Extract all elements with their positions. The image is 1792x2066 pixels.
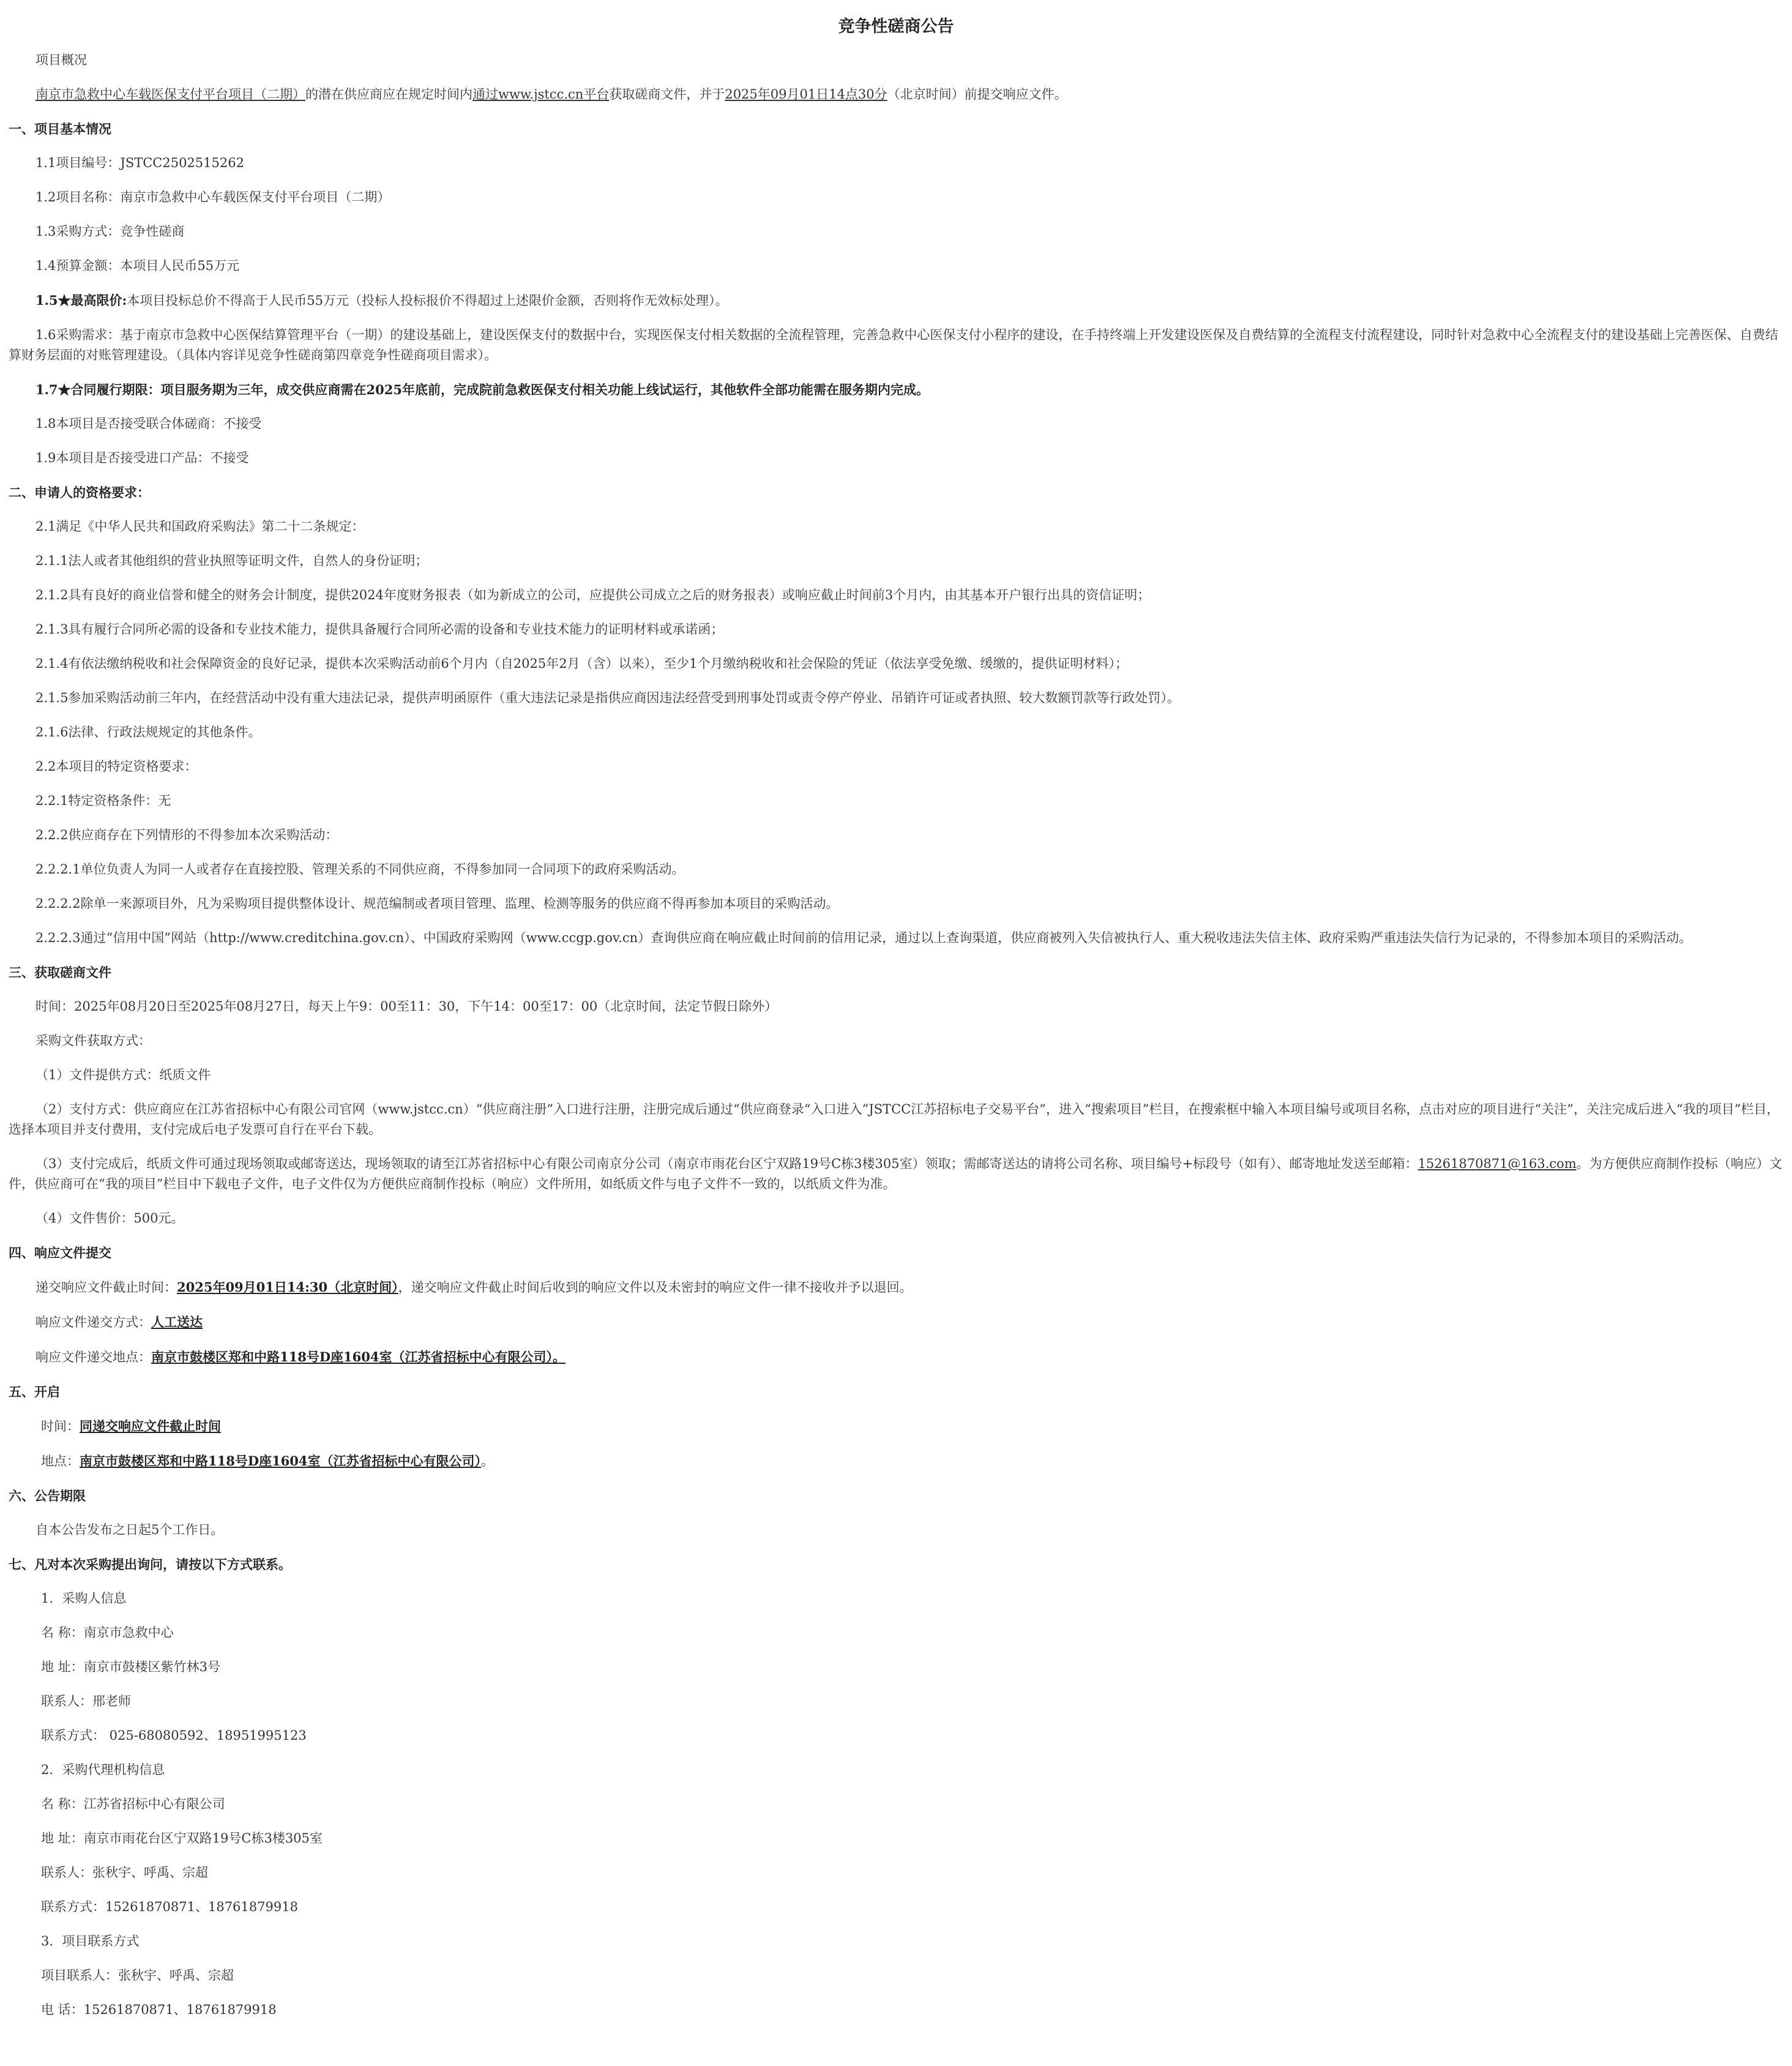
contact-project-person: 项目联系人：张秋宇、呼禹、宗超 [41,1968,234,1983]
deadline-text: 2025年09月01日14点30分 [725,87,887,102]
email-link[interactable]: 15261870871@163.com [1417,1156,1577,1171]
item-2-1-5: 2.1.5参加采购活动前三年内，在经营活动中没有重大违法记录，提供声明函原件（重大违法记录是指供应商因违法经营受到刑事处罚或责令停产停业、吊销许可证或者执照、较大数额罚款等行政处罚）。 [35,691,1180,705]
contact-purchaser-heading: 1．采购人信息 [41,1591,127,1606]
submit-method-label: 响应文件递交方式： [35,1315,151,1330]
submit-place-label: 响应文件递交地点： [35,1350,151,1364]
acquire-item-2: （2）支付方式：供应商应在江苏省招标中心有限公司官网（www.jstcc.cn）“供应商注册”入口进行注册，注册完成后通过“供应商登录“入口进入”JSTCC江苏招标电子交易平台”，进入“搜索项目”栏目，在搜索框中输入本项目编号或项目名称，点击对应的项目进行“关注”，关注完成后进入“我的项目”栏目，选择本项目并支付费用，支付完成后电子发票可自行在平台下载。 [9,1102,1780,1137]
opening-place-tail: 。 [481,1454,494,1469]
overview-intro [9,84,1783,105]
item-2-1-6: 2.1.6法律、行政法规规定的其他条件。 [35,725,261,739]
intro-text-1: 的潜在供应商应在规定时间内 [305,87,472,102]
item-2-2: 2.2本项目的特定资格要求： [35,759,198,774]
overview-label: 项目概况 [35,53,87,67]
section-6-heading: 六、公告期限 [9,1488,86,1503]
opening-place-label: 地点： [41,1454,80,1469]
item-1-7: 1.7★合同履行期限：项目服务期为三年，成交供应商需在2025年底前，完成院前急救医保支付相关功能上线试运行，其他软件全部功能需在服务期内完成。 [35,382,929,397]
intro-text-2: 获取磋商文件，并于 [609,87,725,102]
item-1-6: 1.6采购需求：基于南京市急救中心医保结算管理平台（一期）的建设基础上，建设医保支付的数据中台，实现医保支付相关数据的全流程管理，完善急救中心医保支付小程序的建设，在手持终端上开发建设医保及自费结算的全流程支付流程建设，同时针对急救中心全流程支付的建设基础上完善医保、自费结算财务层面的对账管理建设。（具体内容详见竞争性磋商第四章竞争性磋商项目需求）。 [9,327,1779,362]
contact-purchaser-address: 地 址：南京市鼓楼区紫竹林3号 [41,1660,221,1674]
max-price-label: 1.5★最高限价: [35,293,127,308]
intro-text-3: （北京时间）前提交响应文件。 [887,87,1067,102]
item-1-9: 1.9本项目是否接受进口产品：不接受 [35,451,249,465]
item-2-2-2-1: 2.2.2.1单位负责人为同一人或者存在直接控股、管理关系的不同供应商，不得参加同一合同项下的政府采购活动。 [35,862,685,877]
acquire-method: 采购文件获取方式： [35,1033,151,1048]
contact-agency-person: 联系人：张秋宇、呼禹、宗超 [41,1865,208,1880]
submit-place [9,1347,1783,1368]
submit-method-value: 人工送达 [151,1314,203,1330]
contact-purchaser-name: 名 称：南京市急救中心 [41,1625,174,1640]
submit-deadline-label: 递交响应文件截止时间： [35,1280,177,1295]
item-1-2: 1.2项目名称：南京市急救中心车载医保支付平台项目（二期） [35,190,390,204]
submit-deadline-tail: ，递交响应文件截止时间后收到的响应文件以及未密封的响应文件一律不接收并予以退回。 [398,1280,913,1295]
acquire-item-3-text-a: （3）支付完成后，纸质文件可通过现场领取或邮寄送达，现场领取的请至江苏省招标中心有限公司南京分公司（南京市雨花台区宁双路19号C栋3楼305室）领取；需邮寄送达的请将公司名称、项目编号+标段号（如有）、邮寄地址发送至邮箱： [35,1156,1418,1171]
section-2-heading: 二、申请人的资格要求： [9,485,150,500]
item-1-5 [9,290,1783,311]
opening-time [9,1416,1783,1437]
contact-agency-heading: 2．采购代理机构信息 [41,1762,165,1777]
contact-agency-address: 地 址：南京市雨花台区宁双路19号C栋3楼305室 [41,1831,323,1846]
submit-method [9,1312,1783,1333]
item-1-4: 1.4预算金额：本项目人民币55万元 [35,258,240,273]
contact-project-phone: 电 话：15261870871、18761879918 [41,2002,277,2017]
item-2-1-2: 2.1.2具有良好的商业信誉和健全的财务会计制度，提供2024年度财务报表（如为新成立的公司，应提供公司成立之后的财务报表）或响应截止时间前3个月内，由其基本开户银行出具的资信证明； [35,588,1151,602]
opening-time-value: 同递交响应文件截止时间 [80,1418,221,1434]
opening-place [9,1451,1783,1472]
item-1-8: 1.8本项目是否接受联合体磋商：不接受 [35,416,262,431]
page-title: 竞争性磋商公告 [838,17,954,36]
opening-time-label: 时间： [41,1419,80,1434]
section-1-heading: 一、项目基本情况 [9,121,111,137]
submit-place-value: 南京市鼓楼区郑和中路118号D座1604室（江苏省招标中心有限公司）。 [151,1349,566,1364]
contact-purchaser-person: 联系人：邢老师 [41,1694,131,1709]
max-price-text: 本项目投标总价不得高于人民币55万元（投标人投标报价不得超过上述限价金额，否则将作无效标处理）。 [127,293,728,308]
contact-purchaser-phone: 联系方式： 025-68080592、18951995123 [41,1728,307,1743]
section-3-heading: 三、获取磋商文件 [9,965,111,980]
section-7-heading: 七、凡对本次采购提出询问，请按以下方式联系。 [9,1557,291,1572]
item-1-1: 1.1项目编号：JSTCC2502515262 [35,155,244,170]
item-2-2-2-2: 2.2.2.2除单一来源项目外，凡为采购项目提供整体设计、规范编制或者项目管理、监理、检测等服务的供应商不得再参加本项目的采购活动。 [35,896,839,911]
item-1-3: 1.3采购方式：竞争性磋商 [35,224,185,239]
item-2-1: 2.1满足《中华人民共和国政府采购法》第二十二条规定： [35,519,365,534]
contact-project-heading: 3．项目联系方式 [41,1934,140,1948]
contact-agency-phone: 联系方式：15261870871、18761879918 [41,1899,298,1914]
project-name-link: 南京市急救中心车载医保支付平台项目（二期） [35,87,305,102]
acquire-time: 时间：2025年08月20日至2025年08月27日，每天上午9：00至11：30，下午14：00至17：00（北京时间，法定节假日除外） [35,999,778,1014]
item-2-1-3: 2.1.3具有履行合同所必需的设备和专业技术能力，提供具备履行合同所必需的设备和专业技术能力的证明材料或承诺函； [35,622,724,637]
acquire-item-3-text-b: 。为方便供应商制作投标（响应）文件，供应商可在“我的项目”栏目中下载电子文件，电子文件仅为方便供应商制作投标（响应）文件所用，如纸质文件与电子文件不一致的，以纸质文件为准。 [9,1156,1782,1191]
submit-deadline [9,1277,1783,1298]
acquire-item-3 [9,1154,1783,1194]
platform-link[interactable]: 通过www.jstcc.cn平台 [472,87,610,102]
item-2-2-2-3: 2.2.2.3通过“信用中国”网站（http://www.creditchina.gov.cn）、中国政府采购网（www.ccgp.gov.cn）查询供应商在响应截止时间前的信用记录，通过以上查询渠道，供应商被列入失信被执行人、重大税收违法失信主体、政府采购严重违法失信行为记录的，不得参加本项目的采购活动。 [35,930,1692,945]
section-4-heading: 四、响应文件提交 [9,1245,111,1260]
submit-deadline-value: 2025年09月01日14:30（北京时间） [177,1279,398,1295]
item-2-2-1: 2.2.1特定资格条件：无 [35,793,171,808]
acquire-item-4: （4）文件售价：500元。 [35,1211,184,1226]
item-2-1-1: 2.1.1法人或者其他组织的营业执照等证明文件，自然人的身份证明； [35,553,428,568]
acquire-item-1: （1）文件提供方式：纸质文件 [35,1068,211,1082]
contact-agency-name: 名 称：江苏省招标中心有限公司 [41,1797,225,1811]
section-5-heading: 五、开启 [9,1384,60,1399]
item-2-1-4: 2.1.4有依法缴纳税收和社会保障资金的良好记录，提供本次采购活动前6个月内（自2025年2月（含）以来），至少1个月缴纳税收和社会保险的凭证（依法享受免缴、缓缴的，提供证明材料）； [35,656,1128,671]
opening-place-value: 南京市鼓楼区郑和中路118号D座1604室（江苏省招标中心有限公司） [80,1453,481,1469]
item-2-2-2: 2.2.2供应商存在下列情形的不得参加本次采购活动： [35,828,338,842]
notice-period: 自本公告发布之日起5个工作日。 [35,1522,224,1537]
